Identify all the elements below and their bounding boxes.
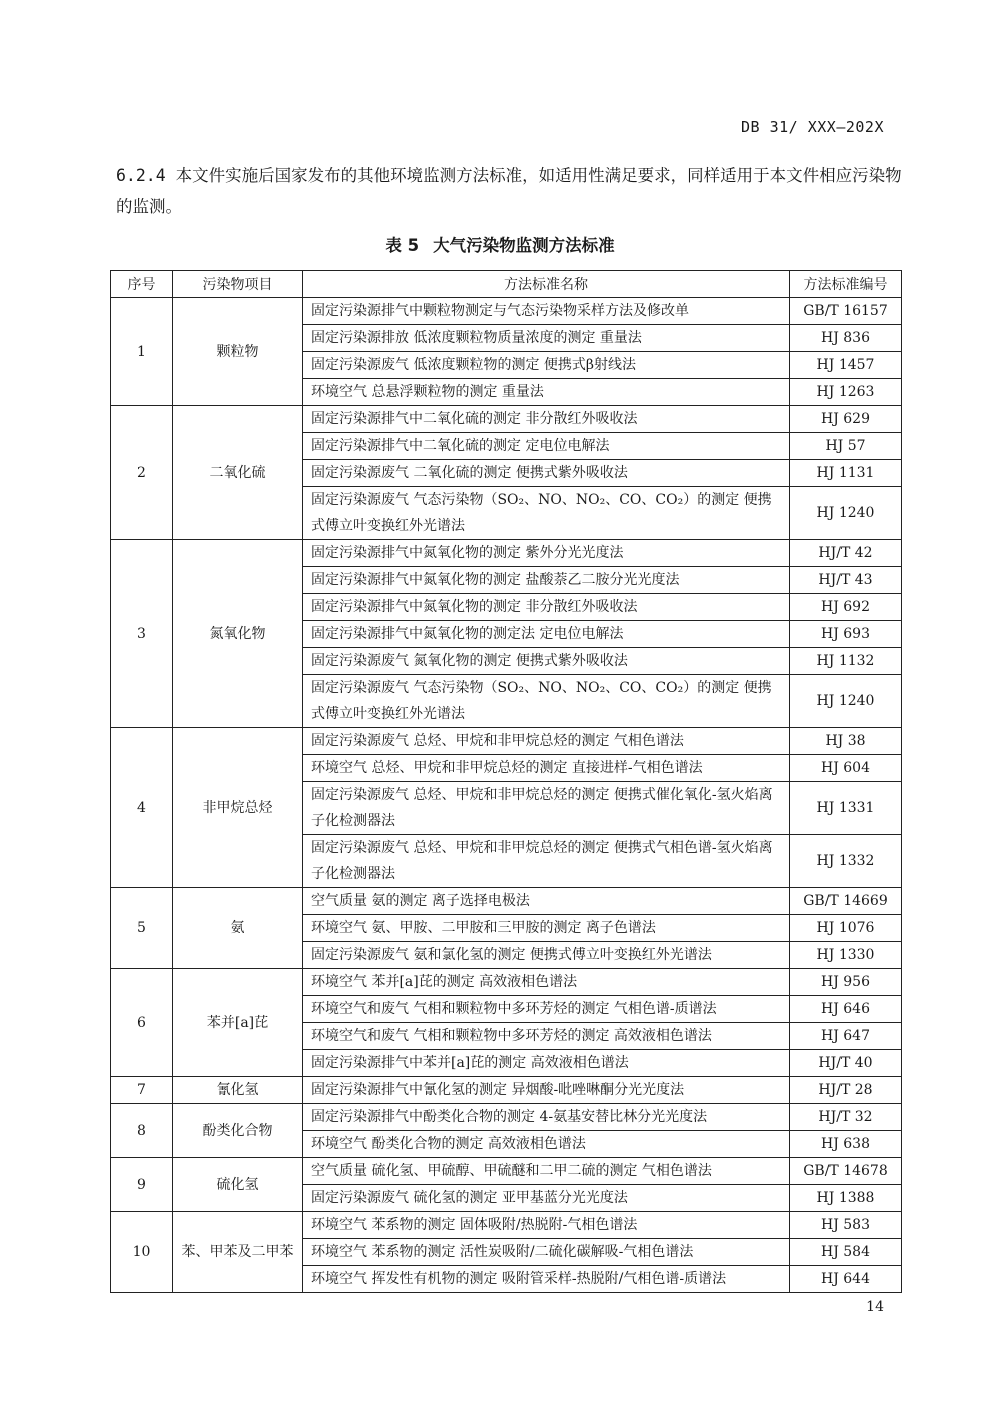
method-code: HJ 693 [790, 621, 902, 648]
method-code: HJ 1240 [790, 675, 902, 728]
row-number: 7 [111, 1077, 173, 1104]
method-name: 环境空气 挥发性有机物的测定 吸附管采样-热脱附/气相色谱-质谱法 [303, 1266, 790, 1293]
pollutant-item: 苯并[a]芘 [173, 969, 303, 1077]
table-number: 表 5 [385, 236, 420, 255]
pollutant-item: 非甲烷总烃 [173, 728, 303, 888]
method-name: 固定污染源排气中二氧化硫的测定 非分散红外吸收法 [303, 406, 790, 433]
method-code: HJ 1263 [790, 379, 902, 406]
method-name: 环境空气 苯并[a]芘的测定 高效液相色谱法 [303, 969, 790, 996]
header-method-name: 方法标准名称 [303, 271, 790, 298]
method-name: 固定污染源排气中氮氧化物的测定法 定电位电解法 [303, 621, 790, 648]
method-code: HJ/T 28 [790, 1077, 902, 1104]
header-method-code: 方法标准编号 [790, 271, 902, 298]
pollutant-item: 氨 [173, 888, 303, 969]
method-name: 固定污染源废气 总烃、甲烷和非甲烷总烃的测定 便携式气相色谱-氢火焰离子化检测器法 [303, 835, 790, 888]
method-name: 固定污染源废气 总烃、甲烷和非甲烷总烃的测定 便携式催化氧化-氢火焰离子化检测器法 [303, 782, 790, 835]
row-number: 8 [111, 1104, 173, 1158]
row-number: 3 [111, 540, 173, 728]
method-code: HJ 638 [790, 1131, 902, 1158]
table-row [111, 1212, 902, 1239]
page-number: 14 [866, 1299, 884, 1315]
method-code: HJ 629 [790, 406, 902, 433]
method-name: 固定污染源废气 硫化氢的测定 亚甲基蓝分光光度法 [303, 1185, 790, 1212]
method-name: 固定污染源排气中氰化氢的测定 异烟酸-吡唑啉酮分光光度法 [303, 1077, 790, 1104]
method-code: HJ 836 [790, 325, 902, 352]
method-name: 固定污染源排气中氮氧化物的测定 盐酸萘乙二胺分光光度法 [303, 567, 790, 594]
method-code: HJ/T 42 [790, 540, 902, 567]
document-id: DB 31/ XXX—202X [741, 118, 884, 136]
method-name: 固定污染源排气中氮氧化物的测定 非分散红外吸收法 [303, 594, 790, 621]
method-name: 空气质量 氨的测定 离子选择电极法 [303, 888, 790, 915]
method-code: GB/T 14678 [790, 1158, 902, 1185]
table-row [111, 1104, 902, 1131]
method-code: HJ 584 [790, 1239, 902, 1266]
method-name: 固定污染源废气 气态污染物（SO₂、NO、NO₂、CO、CO₂）的测定 便携式傅立叶变换红外光谱法 [303, 675, 790, 728]
row-number: 4 [111, 728, 173, 888]
method-code: HJ 604 [790, 755, 902, 782]
table-body [111, 298, 902, 1293]
table-row [111, 540, 902, 567]
method-name: 环境空气 酚类化合物的测定 高效液相色谱法 [303, 1131, 790, 1158]
pollutant-item: 苯、甲苯及二甲苯 [173, 1212, 303, 1293]
table-caption [0, 232, 1000, 256]
method-code: HJ 57 [790, 433, 902, 460]
method-name: 固定污染源废气 低浓度颗粒物的测定 便携式β射线法 [303, 352, 790, 379]
pollutant-item: 酚类化合物 [173, 1104, 303, 1158]
pollutant-item: 颗粒物 [173, 298, 303, 406]
table-row [111, 1077, 902, 1104]
method-name: 环境空气 苯系物的测定 固体吸附/热脱附-气相色谱法 [303, 1212, 790, 1239]
method-code: HJ 692 [790, 594, 902, 621]
method-code: HJ/T 32 [790, 1104, 902, 1131]
row-number: 10 [111, 1212, 173, 1293]
clause-paragraph [116, 160, 916, 222]
table-row [111, 298, 902, 325]
table-row [111, 728, 902, 755]
pollutant-item: 二氧化硫 [173, 406, 303, 540]
table-header-row [111, 271, 902, 298]
method-name: 固定污染源排气中酚类化合物的测定 4-氨基安替比林分光光度法 [303, 1104, 790, 1131]
method-name: 固定污染源废气 气态污染物（SO₂、NO、NO₂、CO、CO₂）的测定 便携式傅立叶变换红外光谱法 [303, 487, 790, 540]
method-code: HJ 1332 [790, 835, 902, 888]
method-name: 环境空气 总悬浮颗粒物的测定 重量法 [303, 379, 790, 406]
method-code: HJ 583 [790, 1212, 902, 1239]
method-code: HJ 38 [790, 728, 902, 755]
row-number: 1 [111, 298, 173, 406]
table-row [111, 969, 902, 996]
table-row [111, 1158, 902, 1185]
method-code: HJ 1331 [790, 782, 902, 835]
table-row [111, 888, 902, 915]
method-name: 固定污染源废气 总烃、甲烷和非甲烷总烃的测定 气相色谱法 [303, 728, 790, 755]
method-name: 固定污染源排气中二氧化硫的测定 定电位电解法 [303, 433, 790, 460]
method-name: 固定污染源废气 二氧化硫的测定 便携式紫外吸收法 [303, 460, 790, 487]
table-row [111, 406, 902, 433]
method-name: 环境空气和废气 气相和颗粒物中多环芳烃的测定 气相色谱-质谱法 [303, 996, 790, 1023]
method-code: HJ/T 43 [790, 567, 902, 594]
header-no: 序号 [111, 271, 173, 298]
method-name: 环境空气和废气 气相和颗粒物中多环芳烃的测定 高效液相色谱法 [303, 1023, 790, 1050]
method-name: 固定污染源废气 氨和氯化氢的测定 便携式傅立叶变换红外光谱法 [303, 942, 790, 969]
method-name: 空气质量 硫化氢、甲硫醇、甲硫醚和二甲二硫的测定 气相色谱法 [303, 1158, 790, 1185]
method-code: HJ 1132 [790, 648, 902, 675]
method-code: HJ 646 [790, 996, 902, 1023]
method-name: 固定污染源排气中氮氧化物的测定 紫外分光光度法 [303, 540, 790, 567]
row-number: 9 [111, 1158, 173, 1212]
methods-table [110, 270, 902, 1293]
method-code: HJ 1131 [790, 460, 902, 487]
pollutant-item: 氰化氢 [173, 1077, 303, 1104]
method-code: HJ 647 [790, 1023, 902, 1050]
method-name: 固定污染源排气中苯并[a]芘的测定 高效液相色谱法 [303, 1050, 790, 1077]
method-name: 固定污染源废气 氮氧化物的测定 便携式紫外吸收法 [303, 648, 790, 675]
method-name: 固定污染源排放 低浓度颗粒物质量浓度的测定 重量法 [303, 325, 790, 352]
table-title: 大气污染物监测方法标准 [433, 236, 615, 255]
method-code: HJ/T 40 [790, 1050, 902, 1077]
method-code: HJ 1388 [790, 1185, 902, 1212]
method-code: HJ 1457 [790, 352, 902, 379]
method-code: HJ 1330 [790, 942, 902, 969]
method-code: GB/T 16157 [790, 298, 902, 325]
row-number: 6 [111, 969, 173, 1077]
clause-number: 6.2.4 [116, 166, 166, 185]
header-item: 污染物项目 [173, 271, 303, 298]
method-code: HJ 1076 [790, 915, 902, 942]
method-name: 环境空气 苯系物的测定 活性炭吸附/二硫化碳解吸-气相色谱法 [303, 1239, 790, 1266]
method-name: 环境空气 总烃、甲烷和非甲烷总烃的测定 直接进样-气相色谱法 [303, 755, 790, 782]
pollutant-item: 硫化氢 [173, 1158, 303, 1212]
clause-text: 本文件实施后国家发布的其他环境监测方法标准，如适用性满足要求，同样适用于本文件相应污染物的监测。 [116, 166, 902, 216]
row-number: 5 [111, 888, 173, 969]
method-code: HJ 644 [790, 1266, 902, 1293]
method-name: 固定污染源排气中颗粒物测定与气态污染物采样方法及修改单 [303, 298, 790, 325]
method-code: HJ 1240 [790, 487, 902, 540]
pollutant-item: 氮氧化物 [173, 540, 303, 728]
method-name: 环境空气 氨、甲胺、二甲胺和三甲胺的测定 离子色谱法 [303, 915, 790, 942]
method-code: HJ 956 [790, 969, 902, 996]
row-number: 2 [111, 406, 173, 540]
method-code: GB/T 14669 [790, 888, 902, 915]
